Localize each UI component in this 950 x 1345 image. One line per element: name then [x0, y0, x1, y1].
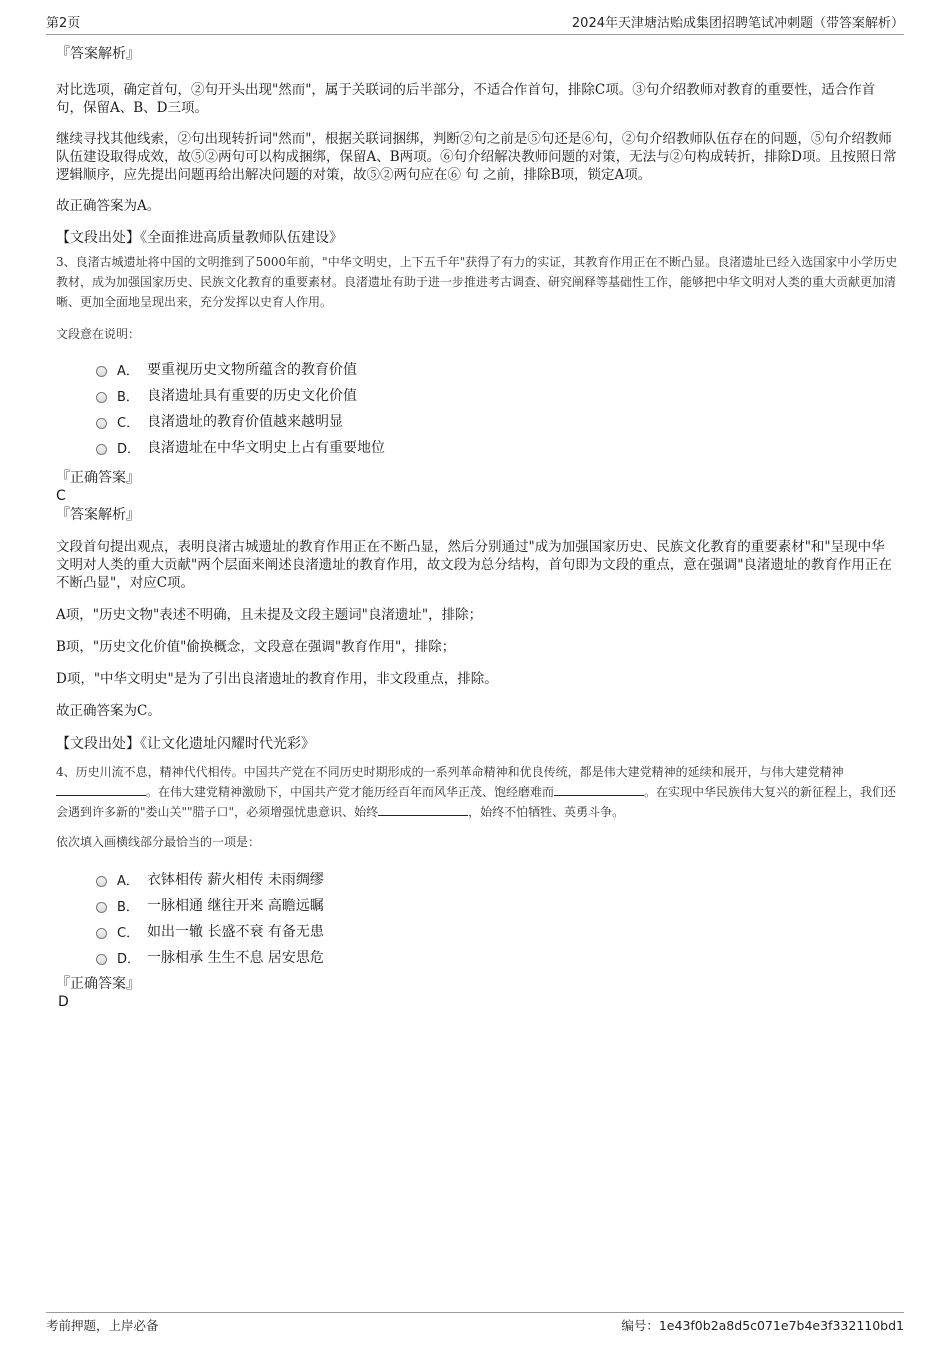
fill-blank: [56, 783, 146, 796]
analysis-paragraph: B项，"历史文化价值"偷换概念，文段意在强调"教育作用"，排除；: [56, 639, 456, 655]
analysis-paragraph: D项，"中华文明史"是为了引出良渚遗址的教育作用，非文段重点，排除。: [56, 671, 498, 687]
option-b[interactable]: B． 一脉相通 继往开来 高瞻远瞩: [56, 892, 898, 918]
page-header: [46, 12, 904, 35]
option-c[interactable]: C． 良渚遗址的教育价值越来越明显: [56, 408, 898, 434]
radio-icon[interactable]: [96, 392, 107, 403]
radio-icon[interactable]: [96, 928, 107, 939]
analysis-paragraph: 文段首句提出观点，表明良渚古城遗址的教育作用正在不断凸显，然后分别通过"成为加强国家历史、民族文化教育的重要素材"和"呈现中华文明对人类的重大贡献"两个层面来阐述良渚遗址的教育作用，故文段为总分结构，首句即为文段的重点，意在强调"良渚遗址的教育作用正在不断凸显"，对应C项。: [56, 539, 892, 591]
analysis-paragraph: A项，"历史文物"表述不明确，且未提及文段主题词"良渚遗址"，排除；: [56, 607, 483, 623]
radio-icon[interactable]: [96, 366, 107, 377]
question-3-options: [56, 356, 898, 460]
question-4-prompt: 依次填入画横线部分最恰当的一项是：: [56, 835, 261, 849]
option-a[interactable]: A． 衣钵相传 薪火相传 未雨绸缪: [56, 866, 898, 892]
page-footer: [46, 1312, 904, 1338]
fill-blank: [554, 783, 644, 796]
question-3-prompt: 文段意在说明：: [56, 327, 141, 341]
question-4-stem: 4、历史川流不息，精神代代相传。中国共产党在不同历史时期形成的一系列革命精神和优良传统，都是伟大建党精神的延续和展开，与伟大建党精神。在伟大建党精神激励下，中国共产党才能历经百年而风华正茂、饱经磨难而 。在实现中华民族伟大复兴的新征程上，我们还会遇到许多新的"娄山关""腊子口"，必须增强忧患意识、始终 ，始终不怕牺牲、英勇斗争。: [56, 765, 897, 819]
footer-slogan: 考前押题，上岸必备: [46, 1318, 159, 1333]
analysis-conclusion: 故正确答案为A。: [56, 198, 161, 214]
radio-icon[interactable]: [96, 954, 107, 965]
option-d[interactable]: D． 良渚遗址在中华文明史上占有重要地位: [56, 434, 898, 460]
source-citation: 【文段出处】《让文化遗址闪耀时代光彩》: [56, 736, 315, 752]
option-a[interactable]: A． 要重视历史文物所蕴含的教育价值: [56, 356, 898, 382]
page-content: [56, 44, 898, 1010]
radio-icon[interactable]: [96, 418, 107, 429]
question-4-options: [56, 866, 898, 970]
option-c[interactable]: C． 如出一辙 长盛不衰 有备无患: [56, 918, 898, 944]
radio-icon[interactable]: [96, 902, 107, 913]
question-3-stem: 3、良渚古城遗址将中国的文明推到了5000年前，"中华文明史，上下五千年"获得了有力的实证，其教育作用正在不断凸显。良渚遗址已经入选国家中小学历史教材，成为加强国家历史、民族文化教育的重要素材。良渚遗址有助于进一步推进考古调查、研究阐释等基础性工作，能够把中华文明对人类的重大贡献更加清晰、更加全面地呈现出来，充分发挥以史育人作用。: [56, 255, 898, 309]
radio-icon[interactable]: [96, 876, 107, 887]
document-id: 编号：1e43f0b2a8d5c071e7b4e3f332110bd1: [621, 1318, 904, 1333]
analysis-label: 『答案解析』: [56, 46, 140, 62]
analysis-paragraph: 对比选项，确定首句，②句开头出现"然而"，属于关联词的后半部分，不适合作首句，排除C项。③句介绍教师对教育的重要性，适合作首句，保留A、B、D三项。: [56, 82, 876, 116]
analysis-conclusion: 故正确答案为C。: [56, 703, 161, 719]
radio-icon[interactable]: [96, 444, 107, 455]
document-title: 2024年天津塘沽贻成集团招聘笔试冲刺题（带答案解析）: [571, 16, 904, 31]
analysis-paragraph: 继续寻找其他线索，②句出现转折词"然而"，根据关联词捆绑，判断②句之前是⑤句还是⑥句，②句介绍教师队伍存在的问题，⑤句介绍教师队伍建设取得成效，故⑤②两句可以构成捆绑，保留A、B两项。⑥句介绍解决教师问题的对策，无法与②句构成转折，排除D项。且按照日常逻辑顺序，应先提出问题再给出解决问题的对策，故⑤②两句应在⑥ 句 之前，排除B项，锁定A项。: [56, 131, 897, 183]
fill-blank: [378, 803, 468, 816]
source-citation: 【文段出处】《全面推进高质量教师队伍建设》: [56, 230, 343, 246]
option-d[interactable]: D． 一脉相承 生生不息 居安思危: [56, 944, 898, 970]
analysis-label: 『答案解析』: [56, 507, 140, 523]
correct-answer-label: 『正确答案』: [56, 976, 140, 992]
page-number: 第2页: [46, 16, 81, 31]
correct-answer-value: D: [58, 994, 69, 1010]
correct-answer-label: 『正确答案』: [56, 470, 140, 486]
option-b[interactable]: B． 良渚遗址具有重要的历史文化价值: [56, 382, 898, 408]
correct-answer-value: C: [56, 488, 66, 504]
